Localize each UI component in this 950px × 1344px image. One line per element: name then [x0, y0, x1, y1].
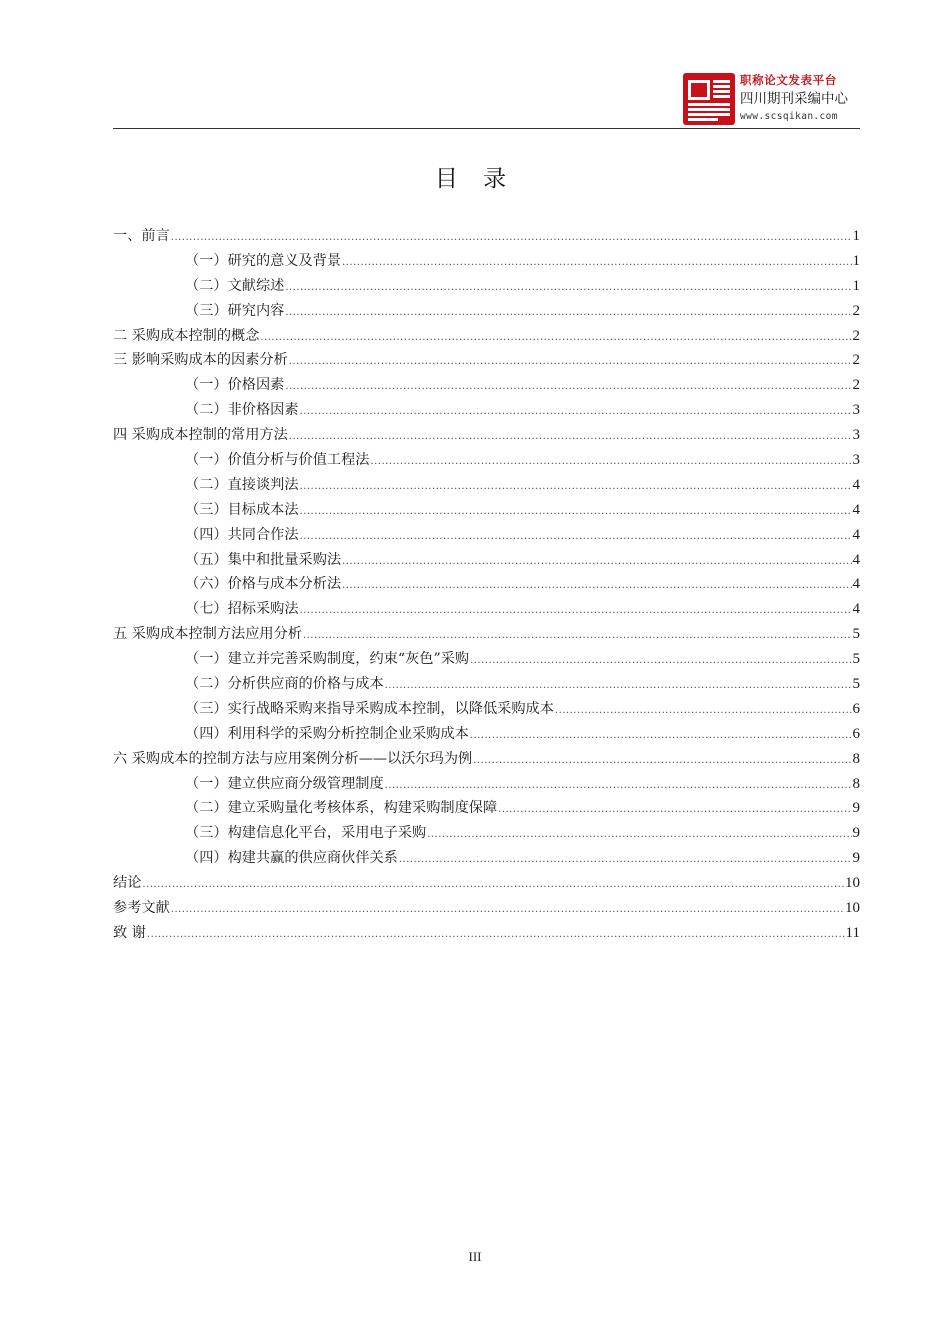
page-title: 目 录: [434, 166, 516, 192]
toc-entry-label: （三）研究内容: [185, 302, 285, 319]
toc-entry-page-number: 2: [852, 327, 860, 344]
toc-entry[interactable]: [113, 597, 860, 622]
toc-entry[interactable]: [113, 921, 860, 946]
page-number: III: [468, 1249, 482, 1264]
toc-entry-page-number: 8: [852, 750, 860, 767]
toc-dot-leader: [342, 251, 851, 276]
toc-entry-label: 三 影响采购成本的因素分析: [113, 352, 288, 369]
toc-dot-leader: [399, 848, 852, 873]
toc-entry-page-number: 4: [852, 476, 860, 493]
toc-entry-page-number: 10: [845, 875, 860, 892]
toc-entry[interactable]: [113, 821, 860, 846]
toc-entry-label: 结论: [113, 875, 142, 892]
toc-entry[interactable]: [113, 373, 860, 398]
toc-entry[interactable]: [113, 548, 860, 573]
toc-entry-label: （四）共同合作法: [185, 526, 299, 543]
toc-entry-page-number: 1: [852, 252, 860, 269]
toc-entry-page-number: 1: [852, 228, 860, 244]
toc-entry[interactable]: [113, 249, 860, 274]
toc-dot-leader: [285, 301, 851, 326]
toc-dot-leader: [285, 276, 851, 301]
toc-entry-label: （一）建立并完善采购制度，约束“灰色”采购: [185, 651, 470, 668]
toc-entry-page-number: 4: [852, 576, 860, 593]
toc-dot-leader: [473, 749, 851, 774]
toc-dot-leader: [289, 350, 852, 375]
toc-entry[interactable]: [113, 423, 860, 448]
toc-entry-label: （二）非价格因素: [185, 402, 299, 419]
toc-entry[interactable]: [113, 523, 860, 548]
toc-entry-page-number: 9: [852, 800, 860, 817]
toc-entry[interactable]: [113, 324, 860, 349]
toc-entry-label: （二）分析供应商的价格与成本: [185, 676, 384, 693]
toc-dot-leader: [300, 475, 852, 500]
toc-entry[interactable]: [113, 871, 860, 896]
toc-dot-leader: [370, 450, 851, 475]
toc-dot-leader: [498, 798, 851, 823]
toc-dot-leader: [171, 226, 852, 251]
toc-entry-page-number: 3: [852, 402, 860, 419]
toc-entry-label: （二）直接谈判法: [185, 476, 299, 493]
toc-entry-label: （三）目标成本法: [185, 501, 299, 518]
toc-entry[interactable]: [113, 647, 860, 672]
toc-entry[interactable]: [113, 473, 860, 498]
toc-entry-page-number: 3: [852, 427, 860, 444]
publisher-logo: [683, 73, 863, 125]
toc-entry-label: （六）价格与成本分析法: [185, 576, 342, 593]
toc-entry-page-number: 6: [852, 700, 860, 717]
toc-entry-page-number: 2: [852, 302, 860, 319]
toc-dot-leader: [427, 823, 851, 848]
toc-entry-page-number: 4: [852, 601, 860, 618]
toc-entry-page-number: 2: [852, 352, 860, 369]
toc-entry-page-number: 11: [845, 924, 860, 941]
toc-entry[interactable]: [113, 697, 860, 722]
toc-entry-label: （四）构建共赢的供应商伙伴关系: [185, 850, 398, 867]
toc-dot-leader: [385, 774, 852, 799]
toc-entry-page-number: 4: [852, 526, 860, 543]
toc-dot-leader: [342, 574, 851, 599]
toc-dot-leader: [555, 699, 852, 724]
toc-dot-leader: [147, 923, 845, 948]
toc-entry[interactable]: [113, 274, 860, 299]
toc-entry-label: 致 谢: [113, 924, 146, 941]
toc-entry[interactable]: [113, 299, 860, 324]
toc-entry-label: （一）建立供应商分级管理制度: [185, 775, 384, 792]
toc-entry-label: （三）构建信息化平台，采用电子采购: [185, 825, 427, 842]
logo-org-name: 四川期刊采编中心: [740, 91, 848, 107]
toc-dot-leader: [470, 724, 852, 749]
toc-dot-leader: [300, 400, 852, 425]
logo-slogan: 职称论文发表平台: [740, 73, 837, 87]
newspaper-icon: [683, 73, 735, 125]
toc-dot-leader: [300, 500, 852, 525]
toc-dot-leader: [285, 375, 851, 400]
toc-entry-label: （二）建立采购量化考核体系，构建采购制度保障: [185, 800, 498, 817]
header-divider: [113, 128, 860, 129]
toc-entry[interactable]: [113, 224, 860, 249]
toc-entry-label: 参考文献: [113, 900, 170, 917]
toc-entry-label: 二 采购成本控制的概念: [113, 327, 260, 344]
toc-entry-page-number: 4: [852, 501, 860, 518]
toc-entry-page-number: 2: [852, 377, 860, 394]
toc-entry-label: 四 采购成本控制的常用方法: [113, 427, 288, 444]
toc-entry-label: （一）价值分析与价值工程法: [185, 452, 370, 469]
toc-entry-page-number: 8: [852, 775, 860, 792]
toc-entry[interactable]: [113, 747, 860, 772]
toc-entry-label: （一）价格因素: [185, 377, 285, 394]
toc-entry-page-number: 9: [852, 825, 860, 842]
toc-entry-label: （四）利用科学的采购分析控制企业采购成本: [185, 725, 469, 742]
toc-entry-label: 一、前言: [113, 228, 170, 244]
toc-dot-leader: [300, 599, 852, 624]
toc-entry-page-number: 9: [852, 850, 860, 867]
toc-entry[interactable]: [113, 896, 860, 921]
toc-dot-leader: [342, 550, 851, 575]
toc-dot-leader: [385, 674, 852, 699]
toc-dot-leader: [142, 873, 844, 898]
toc-entry[interactable]: [113, 572, 860, 597]
toc-entry-page-number: 6: [852, 725, 860, 742]
toc-entry-label: （三）实行战略采购来指导采购成本控制，以降低采购成本: [185, 700, 554, 717]
toc-entry-label: （二）文献综述: [185, 277, 285, 294]
toc-dot-leader: [470, 649, 851, 674]
toc-entry-label: （七）招标采购法: [185, 601, 299, 618]
toc-dot-leader: [171, 898, 844, 923]
toc-entry-label: 五 采购成本控制方法应用分析: [113, 626, 302, 643]
toc-entry[interactable]: [113, 622, 860, 647]
toc-entry[interactable]: [113, 672, 860, 697]
toc-entry-label: 六 采购成本的控制方法与应用案例分析——以沃尔玛为例: [113, 750, 473, 767]
toc-entry[interactable]: [113, 498, 860, 523]
toc-entry-page-number: 5: [852, 676, 860, 693]
logo-website-link[interactable]: www.scsqikan.com: [740, 111, 838, 122]
toc-entry[interactable]: [113, 348, 860, 373]
toc-dot-leader: [260, 326, 851, 351]
toc-dot-leader: [300, 525, 852, 550]
toc-entry-page-number: 3: [852, 452, 860, 469]
toc-entry-page-number: 4: [852, 551, 860, 568]
toc-entry[interactable]: [113, 796, 860, 821]
toc-entry-label: （一）研究的意义及背景: [185, 252, 342, 269]
logo-text-block: [740, 73, 865, 123]
toc-entry-page-number: 1: [852, 277, 860, 294]
toc-entry[interactable]: [113, 448, 860, 473]
toc-entry[interactable]: [113, 846, 860, 871]
toc-entry[interactable]: [113, 398, 860, 423]
toc-entry[interactable]: [113, 722, 860, 747]
toc-dot-leader: [303, 624, 852, 649]
toc-entry-page-number: 5: [852, 651, 860, 668]
toc-entry-label: （五）集中和批量采购法: [185, 551, 342, 568]
toc-dot-leader: [289, 425, 852, 450]
toc-entry-page-number: 5: [852, 626, 860, 643]
toc-entry-page-number: 10: [845, 900, 860, 917]
toc-entry[interactable]: [113, 772, 860, 797]
table-of-contents: [113, 224, 860, 946]
